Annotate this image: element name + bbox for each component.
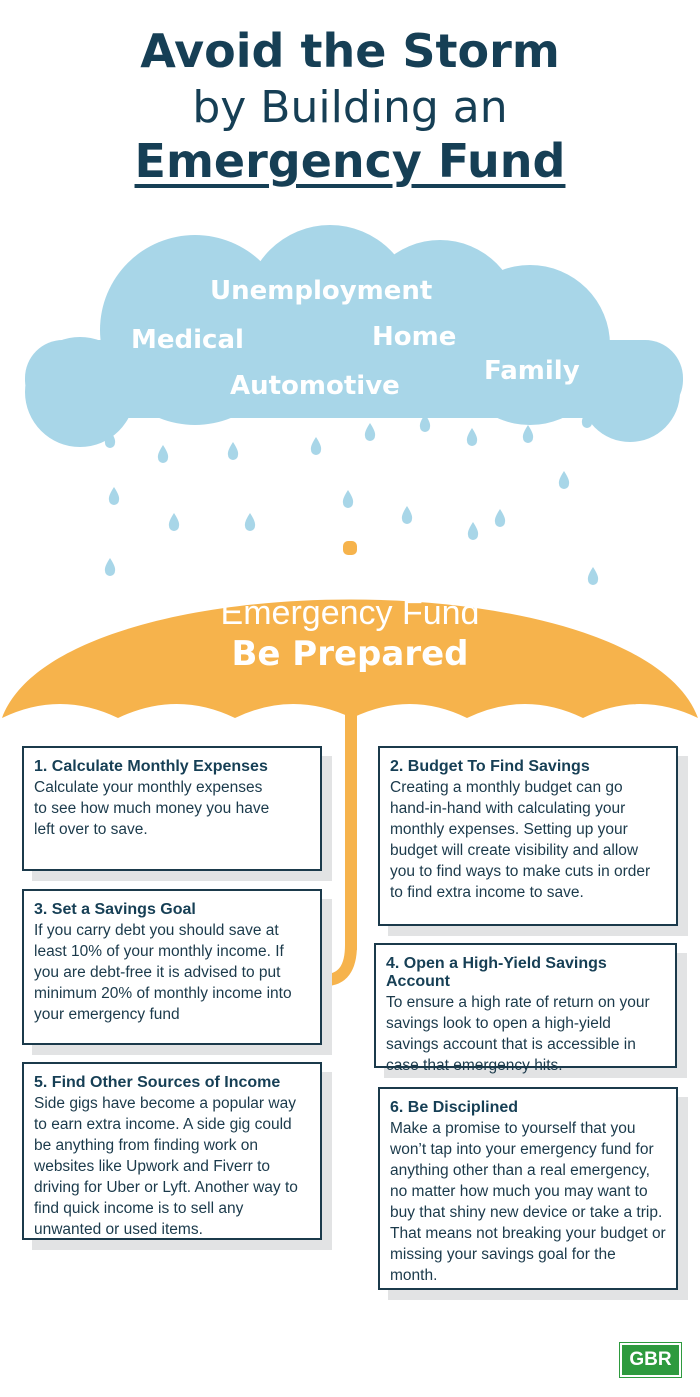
step-card-5	[22, 1062, 322, 1240]
step-title: 4. Open a High-Yield Savings Account	[386, 955, 607, 990]
cloud-word-unemployment: Unemployment	[210, 276, 433, 306]
step-body: Calculate your monthly expenses to see how much money you have left over to save.	[34, 779, 270, 838]
raindrop-icon	[158, 445, 168, 463]
raindrop-icon	[495, 509, 505, 527]
step-body: Creating a monthly budget can go hand-in-hand with calculating your monthly expenses. Setting up your budget will create visibility and allow you to find ways to make cuts in order to find extra income to save.	[390, 779, 651, 901]
step-title: 1. Calculate Monthly Expenses	[34, 758, 268, 775]
cloud-word-automotive: Automotive	[230, 371, 400, 401]
raindrop-icon	[365, 423, 375, 441]
raindrop-icon	[588, 567, 598, 585]
raindrop-icon	[311, 437, 321, 455]
title-line-1: Avoid the Storm	[140, 24, 560, 78]
step-card-3	[22, 889, 322, 1045]
cloud-icon	[25, 225, 683, 447]
cloud-word-medical: Medical	[131, 325, 244, 355]
cloud-word-home: Home	[372, 322, 457, 352]
raindrop-icon	[468, 522, 478, 540]
step-body: To ensure a high rate of return on your savings look to open a high-yield savings account that is accessible in case that emergency hits.	[386, 994, 650, 1074]
step-body: Make a promise to yourself that you won’t tap into your emergency fund for anything other than a real emergency, no matter how much you may want to buy that shiny new device or take a trip. That means not breaking your budget or missing your savings goal for the month.	[390, 1120, 666, 1284]
step-title: 5. Find Other Sources of Income	[34, 1074, 281, 1091]
raindrop-icon	[467, 428, 477, 446]
raindrop-icon	[169, 513, 179, 531]
umbrella-title: Emergency Fund	[220, 594, 480, 632]
raindrop-icon	[245, 513, 255, 531]
raindrop-icon	[105, 558, 115, 576]
step-title: 6. Be Disciplined	[390, 1099, 519, 1116]
raindrop-icon	[523, 425, 533, 443]
step-card-6	[378, 1087, 678, 1290]
raindrop-icon	[402, 506, 412, 524]
raindrop-icon	[109, 487, 119, 505]
step-body: Side gigs have become a popular way to earn extra income. A side gig could be anything from finding work on websites like Upwork and Fiverr to driving for Uber or Lyft. Another way to find quick income is to sell any unwanted or used items.	[34, 1095, 298, 1238]
raindrop-icon	[559, 471, 569, 489]
umbrella-subtitle: Be Prepared	[231, 634, 469, 674]
title-line-2: by Building an	[192, 82, 508, 133]
gbr-logo: GBR	[620, 1343, 681, 1377]
title-line-3: Emergency Fund	[134, 134, 566, 188]
step-title: 3. Set a Savings Goal	[34, 901, 196, 918]
raindrop-icon	[228, 442, 238, 460]
step-card-4	[374, 943, 677, 1074]
raindrops	[105, 410, 598, 585]
step-title: 2. Budget To Find Savings	[390, 758, 590, 775]
step-card-1	[22, 746, 322, 871]
raindrop-icon	[343, 490, 353, 508]
cloud-word-family: Family	[484, 356, 580, 386]
step-body: If you carry debt you should save at least 10% of your monthly income. If you are debt-free it is advised to put minimum 20% of monthly income into your emergency fund	[34, 922, 292, 1023]
step-card-2	[378, 746, 678, 926]
